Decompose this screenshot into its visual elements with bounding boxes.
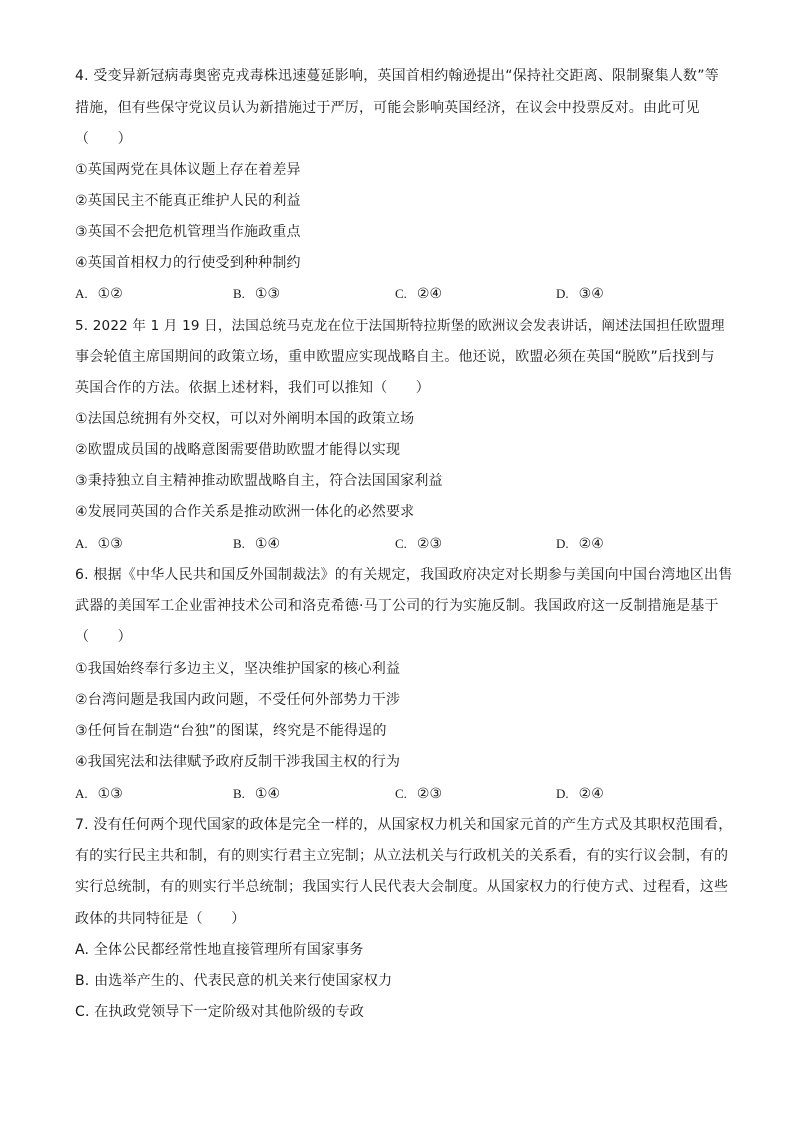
option-a: A. ①③	[75, 786, 123, 802]
question-stem-line: 措施，但有些保守党议员认为新措施过于严厉，可能会影响英国经济，在议会中投票反对。由此可见	[75, 100, 700, 116]
statement: ③任何旨在制造“台独”的图谋，终究是不能得逞的	[75, 723, 387, 739]
option-d: D. ②④	[556, 786, 604, 802]
option-b: B. ①④	[233, 786, 281, 802]
question-stem-line: 政体的共同特征是（ ）	[75, 911, 246, 927]
statement: ②台湾问题是我国内政问题，不受任何外部势力干涉	[75, 692, 401, 708]
question-stem-line: 有的实行民主共和制，有的则实行君主立宪制；从立法机关与行政机关的关系看，有的实行议会制，有的	[75, 848, 729, 864]
statement: ①英国两党在具体议题上存在着差异	[75, 162, 301, 178]
question-stem-line: 武器的美国军工企业雷神技术公司和洛克希德·马丁公司的行为实施反制。我国政府这一反制措施是基于	[75, 598, 719, 614]
option-a: A. ①③	[75, 536, 123, 552]
option-b: B. ①④	[233, 536, 281, 552]
question-stem-line: 实行总统制，有的则实行半总统制；我国实行人民代表大会制度。从国家权力的行使方式、过程看，这些	[75, 879, 729, 895]
option-b: B. ①③	[233, 286, 281, 302]
question-stem-line: 7. 没有任何两个现代国家的政体是完全一样的，从国家权力机关和国家元首的产生方式及其职权范围看，	[75, 817, 733, 833]
option-c: C. ②③	[395, 786, 443, 802]
choice-b: B. 由选举产生的、代表民意的机关来行使国家权力	[75, 973, 393, 989]
statement: ④发展同英国的合作关系是推动欧洲一体化的必然要求	[75, 504, 415, 520]
choice-a: A. 全体公民都经常性地直接管理所有国家事务	[75, 942, 364, 958]
option-c: C. ②③	[395, 536, 443, 552]
answer-blank: （ ）	[75, 629, 132, 645]
statement: ①法国总统拥有外交权，可以对外阐明本国的政策立场	[75, 411, 415, 427]
question-stem-line: 英国合作的方法。依据上述材料，我们可以推知（ ）	[75, 380, 430, 396]
option-d: D. ②④	[556, 536, 604, 552]
statement: ①我国始终奉行多边主义，坚决维护国家的核心利益	[75, 661, 401, 677]
statement: ③秉持独立自主精神推动欧盟战略自主，符合法国国家利益	[75, 473, 443, 489]
choice-c: C. 在执政党领导下一定阶级对其他阶级的专政	[75, 1004, 365, 1020]
statement: ③英国不会把危机管理当作施政重点	[75, 224, 301, 240]
question-stem-line: 事会轮值主席国期间的政策立场，重申欧盟应实现战略自主。他还说，欧盟必须在英国“脱欧”后找到与	[75, 349, 715, 365]
answer-blank: （ ）	[75, 131, 132, 147]
statement: ②英国民主不能真正维护人民的利益	[75, 193, 301, 209]
question-stem-line: 4. 受变异新冠病毒奥密克戎毒株迅速蔓延影响，英国首相约翰逊提出“保持社交距离、限制聚集人数”等	[75, 68, 719, 84]
question-stem-line: 5. 2022 年 1 月 19 日，法国总统马克龙在位于法国斯特拉斯堡的欧洲议会发表讲话，阐述法国担任欧盟理	[75, 318, 725, 334]
statement: ②欧盟成员国的战略意图需要借助欧盟才能得以实现	[75, 442, 401, 458]
statement: ④英国首相权力的行使受到种种制约	[75, 255, 301, 271]
option-d: D. ③④	[556, 286, 604, 302]
option-c: C. ②④	[395, 286, 443, 302]
statement: ④我国宪法和法律赋予政府反制干涉我国主权的行为	[75, 754, 401, 770]
option-a: A. ①②	[75, 286, 123, 302]
question-stem-line: 6. 根据《中华人民共和国反外国制裁法》的有关规定，我国政府决定对长期参与美国向中国台湾地区出售	[75, 567, 733, 583]
